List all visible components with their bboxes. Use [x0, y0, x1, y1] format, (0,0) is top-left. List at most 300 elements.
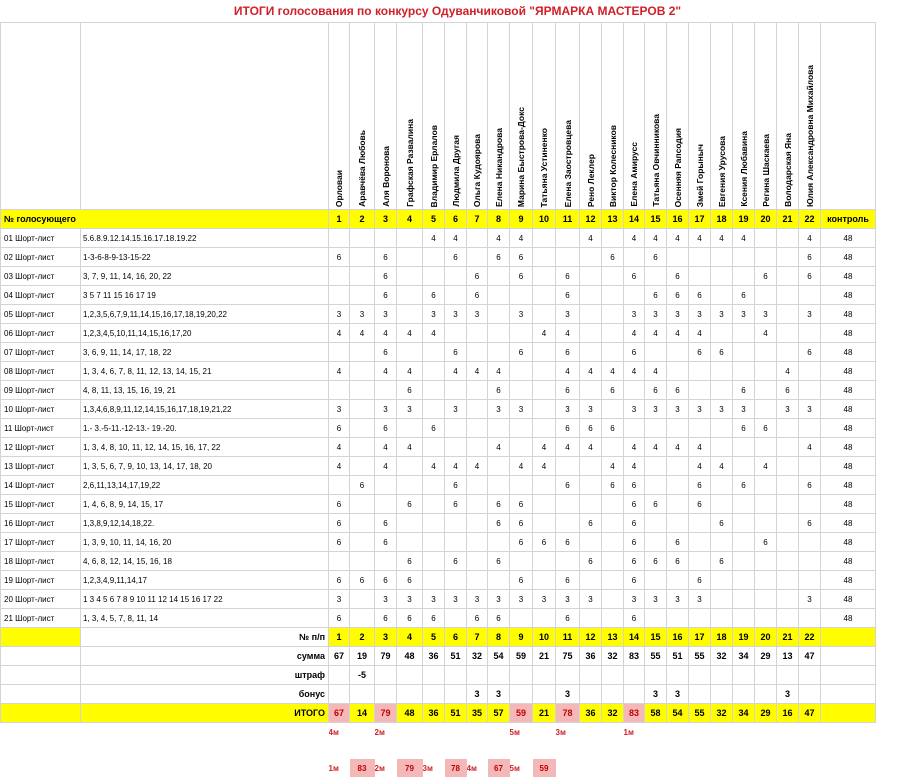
vote-cell	[733, 267, 755, 286]
vote-cell: 3	[799, 400, 821, 419]
voter-shortlist: 4, 6, 8, 12, 14, 15, 16, 18	[81, 552, 329, 571]
blank-cell	[777, 741, 799, 759]
vote-cell: 6	[510, 571, 533, 590]
vote-cell: 6	[667, 533, 689, 552]
vote-cell: 3	[733, 305, 755, 324]
vote-cell	[510, 476, 533, 495]
blank-cell	[821, 647, 876, 666]
vote-cell	[777, 533, 799, 552]
vote-cell	[799, 324, 821, 343]
voter-shortlist: 1,3,4,6,8,9,11,12,14,15,16,17,18,19,21,22	[81, 400, 329, 419]
vote-cell: 6	[689, 343, 711, 362]
penalty-value	[375, 666, 397, 685]
blank-cell	[733, 741, 755, 759]
participant-name	[375, 23, 397, 210]
participant-name	[350, 23, 375, 210]
vote-cell	[510, 609, 533, 628]
vote-cell	[667, 457, 689, 476]
bonus-value: 3	[645, 685, 667, 704]
control-value: 48	[821, 552, 876, 571]
penalty-value	[445, 666, 467, 685]
summary-number: 8	[488, 628, 510, 647]
participant-name	[602, 23, 624, 210]
vote-cell: 6	[375, 343, 397, 362]
vote-cell: 6	[711, 343, 733, 362]
participant-name-text: Юлия Александровна Михайлова	[804, 64, 815, 207]
blank-cell	[1, 628, 81, 647]
vote-cell	[423, 571, 445, 590]
penalty-value	[329, 666, 350, 685]
ranking-row	[1, 759, 876, 777]
vote-cell	[488, 419, 510, 438]
vote-cell	[488, 267, 510, 286]
place-label	[755, 723, 777, 742]
control-value: 48	[821, 571, 876, 590]
blank-cell	[445, 741, 467, 759]
vote-cell: 4	[733, 229, 755, 248]
vote-cell: 4	[510, 229, 533, 248]
voter-row	[1, 400, 876, 419]
vote-cell: 3	[423, 305, 445, 324]
blank-cell	[81, 723, 329, 742]
vote-cell	[350, 400, 375, 419]
vote-cell: 3	[445, 590, 467, 609]
summary-number: 5	[423, 628, 445, 647]
control-value: 48	[821, 590, 876, 609]
vote-cell	[533, 343, 556, 362]
vote-cell: 6	[733, 476, 755, 495]
voter-shortlist: 5.6.8.9.12.14.15.16.17.18.19.22	[81, 229, 329, 248]
vote-cell	[733, 590, 755, 609]
vote-cell: 3	[375, 400, 397, 419]
place-label	[423, 723, 445, 742]
voter-label: 06 Шорт-лист	[1, 324, 81, 343]
vote-cell	[645, 419, 667, 438]
penalty-value	[510, 666, 533, 685]
voter-shortlist: 1,2,3,5,6,7,9,11,14,15,16,17,18,19,20,22	[81, 305, 329, 324]
blank-cell	[624, 759, 645, 777]
vote-cell: 4	[375, 324, 397, 343]
voter-label: 07 Шорт-лист	[1, 343, 81, 362]
bonus-value	[624, 685, 645, 704]
vote-cell: 6	[329, 571, 350, 590]
participant-name-text: Елена Заостровцева	[562, 119, 573, 207]
vote-cell: 4	[375, 438, 397, 457]
bonus-value	[580, 685, 602, 704]
voter-shortlist: 1.- 3.-5-11.-12-13.- 19.-20.	[81, 419, 329, 438]
vote-cell: 3	[624, 590, 645, 609]
vote-cell	[533, 514, 556, 533]
voter-shortlist: 3 5 7 11 15 16 17 19	[81, 286, 329, 305]
participant-name	[799, 23, 821, 210]
vote-cell: 3	[755, 305, 777, 324]
voter-shortlist: 1, 3, 4, 8, 10, 11, 12, 14, 15, 16, 17, 22	[81, 438, 329, 457]
participant-name-text: Марина Быстрова-Докс	[516, 106, 526, 207]
vote-cell	[689, 362, 711, 381]
summary-label: штраф	[81, 666, 329, 685]
voter-shortlist: 1, 3, 4, 6, 7, 8, 11, 12, 13, 14, 15, 21	[81, 362, 329, 381]
vote-cell	[423, 533, 445, 552]
vote-cell	[711, 267, 733, 286]
vote-cell	[445, 438, 467, 457]
blank-cell	[689, 759, 711, 777]
vote-cell: 4	[667, 324, 689, 343]
place-label	[711, 723, 733, 742]
sum-value: 36	[580, 647, 602, 666]
vote-cell: 3	[375, 305, 397, 324]
vote-cell: 4	[711, 229, 733, 248]
participant-name-text: Аравчёва Любовь	[357, 130, 367, 207]
vote-cell: 6	[488, 381, 510, 400]
vote-cell	[375, 381, 397, 400]
vote-cell: 3	[689, 590, 711, 609]
control-value: 48	[821, 419, 876, 438]
summary-number: 21	[777, 628, 799, 647]
voter-shortlist: 1,2,3,4,5,10,11,14,15,16,17,20	[81, 324, 329, 343]
vote-cell	[777, 514, 799, 533]
vote-cell	[667, 343, 689, 362]
participant-number: 15	[645, 210, 667, 229]
penalty-value	[777, 666, 799, 685]
voter-number-label: № голосующего	[1, 210, 329, 229]
participant-name-text: Людмила Другая	[450, 135, 461, 207]
sum-value: 47	[799, 647, 821, 666]
vote-cell	[556, 229, 580, 248]
vote-cell	[645, 267, 667, 286]
summary-number: 10	[533, 628, 556, 647]
voter-shortlist: 1, 3, 9, 10, 11, 14, 16, 20	[81, 533, 329, 552]
vote-cell	[350, 514, 375, 533]
vote-cell	[689, 533, 711, 552]
control-value: 48	[821, 229, 876, 248]
vote-cell: 4	[488, 362, 510, 381]
vote-cell: 4	[602, 457, 624, 476]
vote-cell: 3	[580, 400, 602, 419]
ranking-score: 67	[488, 759, 510, 777]
vote-cell: 6	[667, 381, 689, 400]
vote-cell: 6	[624, 267, 645, 286]
vote-cell	[667, 495, 689, 514]
vote-cell: 6	[556, 267, 580, 286]
participant-number: 12	[580, 210, 602, 229]
vote-cell	[533, 267, 556, 286]
vote-cell	[329, 381, 350, 400]
vote-cell: 3	[624, 400, 645, 419]
vote-cell	[777, 248, 799, 267]
vote-cell: 6	[733, 419, 755, 438]
total-value: 29	[755, 704, 777, 723]
vote-cell: 4	[350, 324, 375, 343]
voter-row	[1, 343, 876, 362]
voter-label: 04 Шорт-лист	[1, 286, 81, 305]
sum-value: 32	[711, 647, 733, 666]
vote-cell	[488, 343, 510, 362]
blank-cell	[467, 741, 488, 759]
vote-cell	[445, 324, 467, 343]
vote-cell: 6	[556, 286, 580, 305]
vote-cell	[711, 324, 733, 343]
participant-name-text: Ольга Кудоярова	[472, 133, 482, 207]
vote-cell	[467, 419, 488, 438]
vote-cell	[445, 381, 467, 400]
blank-cell	[645, 759, 667, 777]
voter-row	[1, 533, 876, 552]
voter-shortlist: 2,6,11,13,14,17,19,22	[81, 476, 329, 495]
vote-cell: 6	[423, 609, 445, 628]
vote-cell	[397, 229, 423, 248]
vote-cell	[777, 609, 799, 628]
vote-cell	[602, 495, 624, 514]
vote-cell: 6	[375, 248, 397, 267]
total-value: 34	[733, 704, 755, 723]
penalty-value: -5	[350, 666, 375, 685]
voter-label: 16 Шорт-лист	[1, 514, 81, 533]
vote-cell	[645, 343, 667, 362]
vote-cell: 6	[375, 267, 397, 286]
vote-cell: 6	[375, 419, 397, 438]
summary-number-row	[1, 628, 876, 647]
summary-label: ИТОГО	[81, 704, 329, 723]
vote-cell	[711, 590, 733, 609]
vote-cell	[467, 343, 488, 362]
vote-cell	[580, 457, 602, 476]
vote-cell	[755, 400, 777, 419]
vote-cell	[467, 495, 488, 514]
summary-number: 11	[556, 628, 580, 647]
control-value: 48	[821, 514, 876, 533]
bonus-value: 3	[467, 685, 488, 704]
control-value: 48	[821, 381, 876, 400]
vote-cell: 6	[777, 381, 799, 400]
voter-shortlist: 1, 4, 6, 8, 9, 14, 15, 17	[81, 495, 329, 514]
vote-cell: 6	[645, 286, 667, 305]
vote-cell	[777, 343, 799, 362]
penalty-value	[755, 666, 777, 685]
penalty-value	[799, 666, 821, 685]
vote-cell	[445, 571, 467, 590]
vote-cell: 6	[624, 343, 645, 362]
voter-label: 05 Шорт-лист	[1, 305, 81, 324]
vote-cell	[397, 514, 423, 533]
vote-cell: 4	[580, 362, 602, 381]
vote-cell	[799, 609, 821, 628]
vote-cell: 3	[488, 400, 510, 419]
control-value: 48	[821, 286, 876, 305]
vote-cell	[602, 343, 624, 362]
penalty-value	[397, 666, 423, 685]
vote-cell: 6	[689, 476, 711, 495]
vote-cell	[580, 305, 602, 324]
blank-cell	[556, 759, 580, 777]
vote-cell: 6	[397, 571, 423, 590]
bonus-value	[733, 685, 755, 704]
blank-cell	[689, 741, 711, 759]
vote-cell	[777, 590, 799, 609]
summary-number: 4	[397, 628, 423, 647]
vote-cell: 6	[755, 419, 777, 438]
voter-shortlist: 1, 3, 4, 5, 7, 8, 11, 14	[81, 609, 329, 628]
vote-cell: 6	[799, 343, 821, 362]
places-row	[1, 723, 876, 742]
voter-label: 02 Шорт-лист	[1, 248, 81, 267]
voter-row	[1, 305, 876, 324]
voter-row	[1, 362, 876, 381]
vote-cell: 6	[397, 495, 423, 514]
summary-number: 13	[602, 628, 624, 647]
vote-cell	[580, 267, 602, 286]
vote-cell	[375, 552, 397, 571]
total-value: 14	[350, 704, 375, 723]
vote-cell	[423, 362, 445, 381]
bonus-value	[397, 685, 423, 704]
summary-number: 2	[350, 628, 375, 647]
participant-name	[445, 23, 467, 210]
voter-row	[1, 229, 876, 248]
summary-number: 22	[799, 628, 821, 647]
participant-name-text: Змей Горыныч	[694, 143, 705, 207]
control-value: 48	[821, 533, 876, 552]
vote-cell	[375, 495, 397, 514]
vote-cell	[755, 248, 777, 267]
place-label	[533, 723, 556, 742]
vote-cell	[329, 343, 350, 362]
vote-cell: 4	[329, 324, 350, 343]
vote-cell: 6	[556, 419, 580, 438]
vote-cell	[533, 362, 556, 381]
vote-cell: 3	[467, 305, 488, 324]
bonus-value	[711, 685, 733, 704]
vote-cell: 4	[755, 324, 777, 343]
participant-name	[645, 23, 667, 210]
participant-name	[580, 23, 602, 210]
vote-cell	[602, 267, 624, 286]
vote-cell: 3	[711, 400, 733, 419]
vote-cell: 6	[445, 343, 467, 362]
vote-cell: 6	[602, 419, 624, 438]
vote-cell	[755, 495, 777, 514]
voter-label: 08 Шорт-лист	[1, 362, 81, 381]
voter-label: 09 Шорт-лист	[1, 381, 81, 400]
vote-cell: 6	[602, 381, 624, 400]
vote-cell: 6	[667, 267, 689, 286]
spacer-row	[1, 741, 876, 759]
vote-cell	[467, 438, 488, 457]
vote-cell	[602, 400, 624, 419]
vote-cell	[624, 419, 645, 438]
vote-cell	[777, 286, 799, 305]
vote-cell: 3	[799, 590, 821, 609]
vote-cell	[777, 305, 799, 324]
place-label	[602, 723, 624, 742]
vote-cell: 4	[533, 324, 556, 343]
vote-cell	[711, 438, 733, 457]
vote-cell	[350, 495, 375, 514]
vote-cell	[510, 362, 533, 381]
vote-cell	[533, 229, 556, 248]
total-value: 57	[488, 704, 510, 723]
vote-cell: 6	[624, 514, 645, 533]
bonus-value: 3	[667, 685, 689, 704]
vote-cell	[689, 419, 711, 438]
vote-cell	[755, 229, 777, 248]
vote-cell	[602, 590, 624, 609]
vote-cell: 3	[510, 400, 533, 419]
vote-cell	[533, 286, 556, 305]
control-value: 48	[821, 267, 876, 286]
vote-cell: 4	[445, 457, 467, 476]
vote-cell	[445, 267, 467, 286]
blank-cell	[556, 741, 580, 759]
vote-cell: 6	[755, 533, 777, 552]
vote-cell	[777, 419, 799, 438]
vote-cell: 6	[375, 533, 397, 552]
vote-cell: 6	[510, 514, 533, 533]
summary-number: 18	[711, 628, 733, 647]
vote-cell: 3	[445, 400, 467, 419]
vote-cell	[510, 324, 533, 343]
vote-cell: 6	[329, 533, 350, 552]
vote-cell: 6	[510, 248, 533, 267]
vote-cell: 4	[755, 457, 777, 476]
vote-cell	[350, 552, 375, 571]
ranking-score: 79	[397, 759, 423, 777]
vote-cell: 3	[423, 590, 445, 609]
sum-row	[1, 647, 876, 666]
vote-cell: 6	[624, 495, 645, 514]
total-value: 36	[423, 704, 445, 723]
vote-cell	[375, 476, 397, 495]
sum-value: 36	[423, 647, 445, 666]
blank-cell	[602, 741, 624, 759]
vote-cell: 6	[645, 248, 667, 267]
vote-cell	[533, 381, 556, 400]
vote-cell: 4	[645, 324, 667, 343]
place-label	[777, 723, 799, 742]
vote-cell: 6	[533, 533, 556, 552]
blank-cell	[602, 759, 624, 777]
ranking-score: 83	[350, 759, 375, 777]
vote-cell: 6	[488, 248, 510, 267]
vote-cell: 4	[645, 362, 667, 381]
penalty-value	[423, 666, 445, 685]
vote-cell	[350, 590, 375, 609]
participant-name	[488, 23, 510, 210]
blank-cell	[1, 685, 81, 704]
participant-name-text: Рено Леклер	[585, 153, 596, 207]
vote-cell	[711, 476, 733, 495]
blank-cell	[81, 741, 329, 759]
vote-cell	[777, 476, 799, 495]
participant-name	[556, 23, 580, 210]
voter-shortlist: 3, 7, 9, 11, 14, 16, 20, 22	[81, 267, 329, 286]
vote-cell	[533, 609, 556, 628]
ranking-place: 3м	[422, 763, 433, 773]
vote-cell	[733, 514, 755, 533]
vote-cell: 3	[329, 400, 350, 419]
vote-cell: 6	[375, 514, 397, 533]
vote-cell	[602, 438, 624, 457]
blank-cell	[821, 628, 876, 647]
vote-cell	[733, 324, 755, 343]
vote-cell: 4	[556, 438, 580, 457]
vote-cell	[350, 381, 375, 400]
vote-cell	[533, 552, 556, 571]
voter-row	[1, 457, 876, 476]
vote-cell: 4	[645, 229, 667, 248]
participant-number: 8	[488, 210, 510, 229]
vote-cell	[799, 286, 821, 305]
voter-row	[1, 267, 876, 286]
